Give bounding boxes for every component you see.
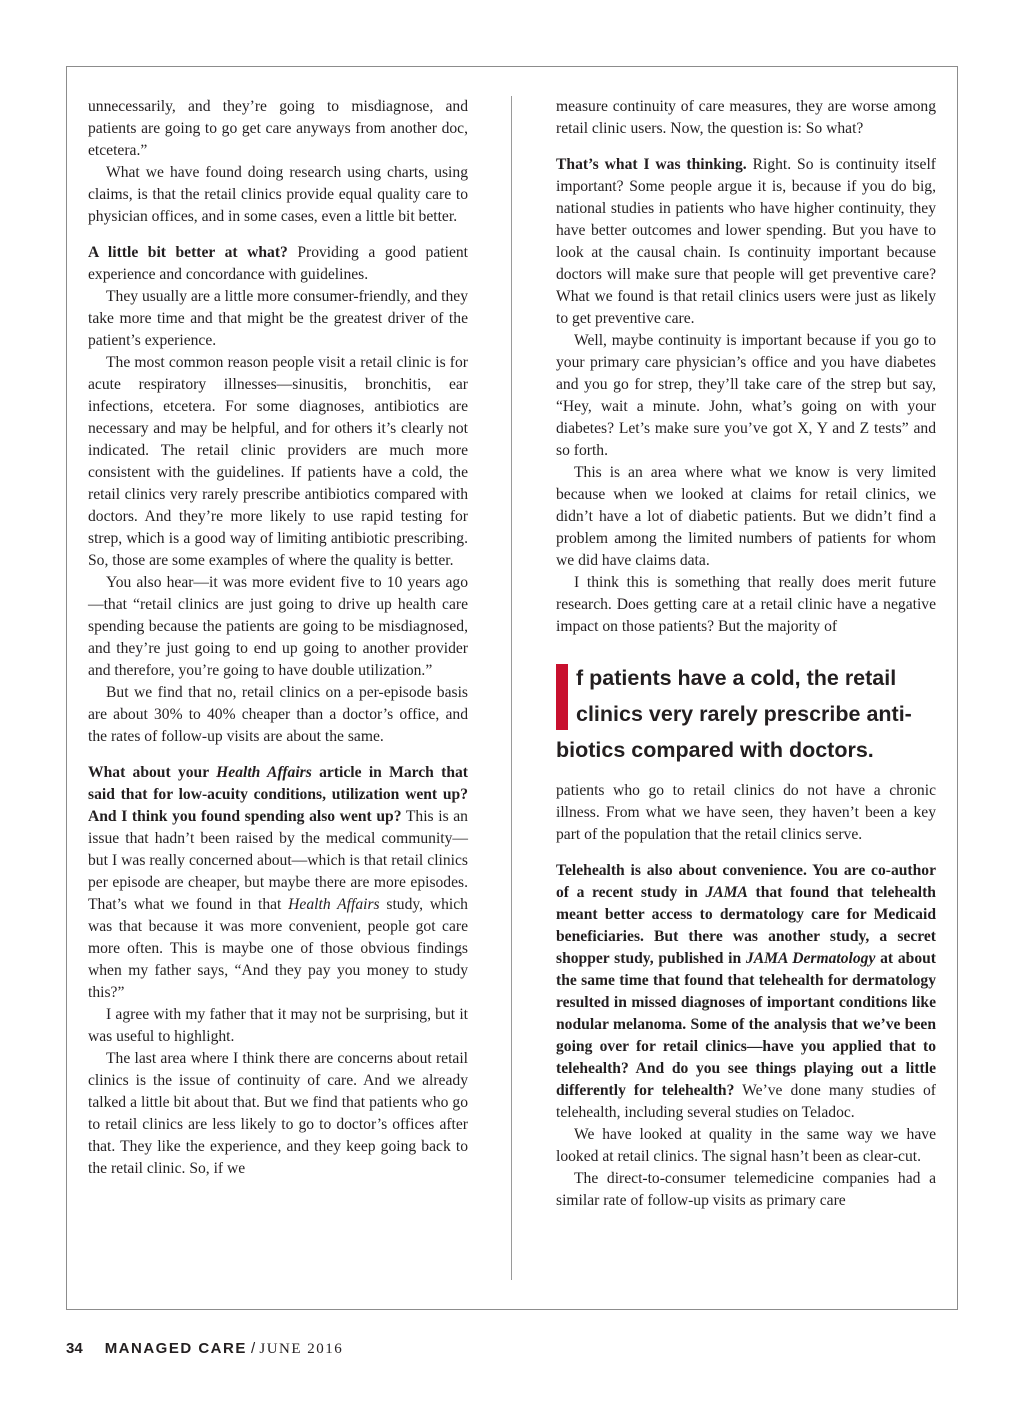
right-column	[556, 96, 936, 1212]
qa-paragraph	[88, 762, 468, 1004]
pull-quote	[556, 660, 936, 768]
answer: Providing a good patient experience and concordance with guidelines.	[88, 244, 468, 283]
paragraph: The last area where I think there are concerns about retail clinics is the issue of continuity of care. And we already talked a little bit about that. But we find that patients who go to retail clinics are less likely to go to doctor’s offices after that. They like the experience, and they keep going back to the retail clinic. So, if we	[88, 1050, 468, 1177]
column-divider	[511, 96, 512, 1280]
answer: We’ve done many studies of telehealth, including several studies on Teladoc.	[556, 1082, 937, 1121]
paragraph: I think this is something that really does merit future research. Does getting care at a retail clinic have a negative impact on those patients? But the majority of	[556, 574, 936, 635]
paragraph: The most common reason people visit a retail clinic is for acute respiratory illnesses—sinusitis, bronchitis, ear infections, etcetera. For some diagnoses, antibiotics are necessary and may be helpful, and for others it’s clearly not indicated. The retail clinic providers are much more consistent with the guidelines. If patients have a cold, the retail clinics very rarely prescribe antibiotics compared with doctors. And they’re more likely to use rapid testing for strep, which is a good way of limiting antibiotic prescribing. So, those are some examples of where the quality is better.	[88, 354, 468, 569]
magazine-name: MANAGED CARE	[104, 1340, 247, 1357]
qa-paragraph	[556, 860, 936, 1124]
paragraph: We have looked at quality in the same way we have looked at retail clinics. The signal hasn’t been as clear-cut.	[556, 1126, 936, 1165]
issue-date: JUNE 2016	[259, 1341, 344, 1357]
qa-paragraph	[88, 242, 468, 286]
paragraph: unnecessarily, and they’re going to misdiagnose, and patients are going to go get care anyways from another doc, etcetera.”	[88, 98, 468, 159]
paragraph: You also hear—it was more evident five to 10 years ago—that “retail clinics are just going to drive up health care spending because the patients are going to be misdiagnosed, and they’re just going to end up going to another provider and therefore, you’re going to have double utilization.”	[88, 574, 468, 679]
page-number: 34	[66, 1340, 83, 1357]
question: A little bit better at what?	[88, 244, 288, 261]
qa-paragraph	[556, 154, 936, 330]
page-footer	[66, 1340, 343, 1358]
paragraph: measure continuity of care measures, they are worse among retail clinic users. Now, the question is: So what?	[556, 98, 936, 137]
question: That’s what I was thinking.	[556, 156, 747, 173]
paragraph: What we have found doing research using charts, using claims, is that the retail clinics provide equal quality care to physician offices, and in some cases, even a little bit better.	[88, 164, 468, 225]
question: What about your Health Affairs article in March that said that for low-acuity conditions, utilization went up? And I think you found spending also went up?	[88, 764, 468, 825]
question: Telehealth is also about convenience. You are co-author of a recent study in JAMA that found that telehealth meant better access to dermatology care for Medicaid beneficiaries. But there was another study, a secret shopper study, published in JAMA Dermatology at about the same time that found that telehealth for dermatology resulted in missed diagnoses of important conditions like nodular melanoma. Some of the analysis that we’ve been going over for retail clinics—have you applied that to telehealth? And do you see things playing out a little differently for telehealth?	[556, 862, 936, 1099]
footer-separator: /	[246, 1340, 260, 1357]
paragraph: Well, maybe continuity is important because if you go to your primary care physician’s office and you have diabetes and you go for strep, they’ll take care of the strep but say, “Hey, wait a minute. John, what’s going on with your diabetes? Let’s make sure you’ve got X, Y and Z tests” and so forth.	[556, 332, 936, 459]
paragraph: I agree with my father that it may not be surprising, but it was useful to highlight.	[88, 1006, 468, 1045]
paragraph: This is an area where what we know is very limited because when we looked at claims for retail clinics, we didn’t have a lot of diabetic patients. But we didn’t find a problem among the limited numbers of patients for whom we did have claims data.	[556, 464, 936, 569]
left-column	[88, 96, 468, 1180]
paragraph: patients who go to retail clinics do not have a chronic illness. From what we have seen, they haven’t been a key part of the population that the retail clinics serve.	[556, 782, 936, 843]
answer: This is an issue that hadn’t been raised by the medical community—but I was really concerned about—which is that retail clinics per episode are cheaper, but maybe there are more episodes. That’s what we found in that Health Affairs study, which was that because it was more convenient, people got care more often. This is maybe one of those obvious findings when my father says, “And they pay you money to study this?”	[88, 808, 468, 1001]
paragraph: They usually are a little more consumer-friendly, and they take more time and that might be the greatest driver of the patient’s experience.	[88, 288, 468, 349]
pull-quote-text: f patients have a cold, the retail clinics very rarely prescribe anti-biotics compared with doctors.	[556, 666, 912, 762]
pull-quote-initial-bar	[556, 664, 568, 730]
paragraph: The direct-to-consumer telemedicine companies had a similar rate of follow-up visits as primary care	[556, 1170, 936, 1209]
answer: Right. So is continuity itself important? Some people argue it is, because if you do big, national studies in patients who have higher continuity, they have better outcomes and lower spending. But you have to look at the causal chain. Is continuity important because doctors will make sure that people will get preventive care? What we found is that retail clinics users were just as likely to get preventive care.	[556, 156, 936, 327]
paragraph: But we find that no, retail clinics on a per-episode basis are about 30% to 40% cheaper than a doctor’s office, and the rates of follow-up visits are about the same.	[88, 684, 468, 745]
